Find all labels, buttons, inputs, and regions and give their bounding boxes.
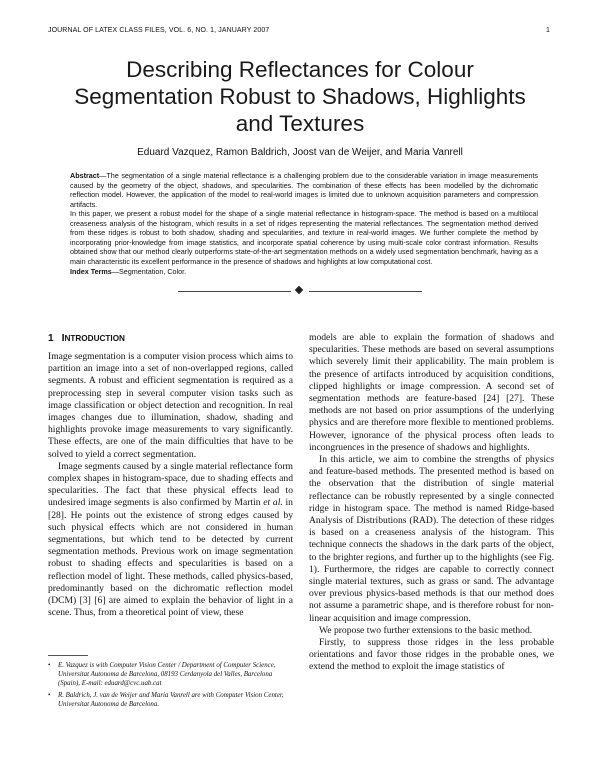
footnote-2 — [48, 692, 293, 710]
journal-header: JOURNAL OF LATEX CLASS FILES, VOL. 6, NO. 1, JANUARY 2007 — [48, 27, 270, 34]
right-paragraph-2: In this article, we aim to combine the strengths of physics and feature-based methods. The presented method is based on the observation that the distribution of single material reflectance can be robustly represented by a single connected ridge in histogram space. The method is named Ridge-based Analysis of Distributions (RAD). The detection of these ridges is based on a creaseness analysis of the histogram. This technique connects the shadows in the dark parts of the object, to the brighter regions, and further up to the highlights (see Fig. 1). Furthermore, the ridges are capable to correctly connect single material textures, such as grass or sand. The advantage over previous physics-based methods is that our method does not assume a parametric shape, and is therefore robust for non-linear acquisition and image compression. — [309, 454, 554, 624]
separator-line-left — [178, 291, 291, 292]
intro-paragraph-2a: Image segments caused by a single material reflectance form complex shapes in histogram-space, due to shading effects and specularities. The fact that these physical effects lead to undesired image segments is also confirmed by Martin — [48, 460, 293, 509]
abstract-text-1: —The segmentation of a single material reflectance is a challenging problem due to the considerable variation in image measurements caused by the geometry of the object, shadows, and specularities. The combination of these effects has been modelled by the dichromatic reflection model. However, the application of the model to real-world images is limited due to unknown acquisition parameters and compression artifacts. — [70, 171, 538, 209]
abstract-label: Abstract — [70, 171, 100, 180]
footnote-text-1: E. Vazquez is with Computer Vision Center / Department of Computer Science, Universitat Autonoma de Barcelona, 08193 Cerdanyola del Valles, Barcelona (Spain), E-mail: eduard@cvc.uab.cat — [58, 662, 276, 687]
author-list: Eduard Vazquez, Ramon Baldrich, Joost van de Weijer, and Maria Vanrell — [137, 147, 463, 158]
intro-paragraph-1: Image segmentation is a computer vision process which aims to partition an image into a set of non-overlapped regions, called segments. A robust and efficient segmentation is required as a preprocessing step in several computer vision tasks such as image classification or object detection and recognition. In real images changes due to illumination, shadow, shading and highlights provoke image measurements to vary significantly. These effects, are one of the main difficulties that have to be solved to yield a correct segmentation. — [48, 351, 293, 460]
section-heading — [48, 332, 293, 346]
footnote-text-2: R. Baldrich, J. van de Weijer and Maria Vanrell are with Computer Vision Center, Universitat Autonoma de Barcelona. — [58, 692, 284, 709]
abstract — [70, 171, 538, 266]
intro-paragraph-2 — [48, 461, 293, 620]
index-terms-text: —Segmentation, Color. — [111, 267, 187, 276]
footnotes — [48, 655, 293, 714]
separator-line-right — [309, 291, 422, 292]
index-terms — [70, 267, 538, 276]
page-number: 1 — [546, 27, 550, 34]
footnote-bullet-2: • — [48, 692, 51, 700]
paper-title: Describing Reflectances for Colour Segmentation Robust to Shadows, Highlights and Textures — [74, 57, 526, 136]
section-number: 1 — [48, 333, 54, 344]
footnote-1 — [48, 662, 293, 688]
abstract-paragraph-2: In this paper, we present a robust model for the shape of a single material reflectance in histogram-space. The method is based on a multilocal creaseness analysis of the histogram, which results in a set of ridges representing the material reflectances. The segmentation method derived from these ridges is robust to both shadow, shading and specularities, and texture in real-world images. We further complete the method by incorporating prior-knowledge from image statistics, and incorporate spatial coherence by using multi-scale color contrast information. Results obtained show that our method clearly outperforms state-of-the-art segmentation methods on a widely used segmentation benchmark, having as a main characteristic its excellent performance in the presence of shadows and highlights at low computational cost. — [70, 209, 538, 266]
left-column — [48, 332, 293, 619]
right-column — [309, 332, 554, 674]
right-paragraph-4: Firstly, to suppress those ridges in the less probable orientations and favor those ridges in the probable ones, we extend the method to exploit the image statistics of — [309, 637, 554, 673]
diamond-icon — [295, 286, 303, 294]
section-title-initial: I — [61, 332, 65, 344]
et-al: et al. — [263, 497, 283, 509]
footnote-bullet-1: • — [48, 662, 51, 669]
right-paragraph-1: models are able to explain the formation of shadows and specularities. These methods are based on several assumptions which severely limit their applicability. The main problem is the presence of artifacts introduced by acquisition conditions, clipped highlights or image compression. A second set of segmentation methods are feature-based [24] [27]. These methods are not based on prior assumptions of the underlying physics and are therefore more flexible to mentioned problems. However, ignorance of the physical process often leads to incongruences in the presence of shadows and highlights. — [309, 332, 554, 453]
index-terms-label: Index Terms — [70, 267, 112, 276]
intro-paragraph-2b: in [28]. He points out the existence of strong edges caused by such physical effects which are not considered in human segmentations, but which tend to be detected by current segmentation methods. Previous work on image segmentation robust to shading effects and specularities is based on a reflection model of light. These methods, called physics-based, predominantly based on the dichromatic reflection model (DCM) [3] [6] are aimed to explain the behavior of light in a scene. Thus, from a theoretical point of view, these — [48, 497, 293, 619]
right-paragraph-3: We propose two further extensions to the basic method. — [319, 624, 533, 636]
section-title-rest: NTRODUCTION — [64, 334, 125, 343]
abstract-paragraph-1 — [70, 171, 538, 209]
running-header — [48, 27, 552, 39]
footnote-rule — [48, 655, 88, 656]
section-separator — [178, 286, 422, 296]
